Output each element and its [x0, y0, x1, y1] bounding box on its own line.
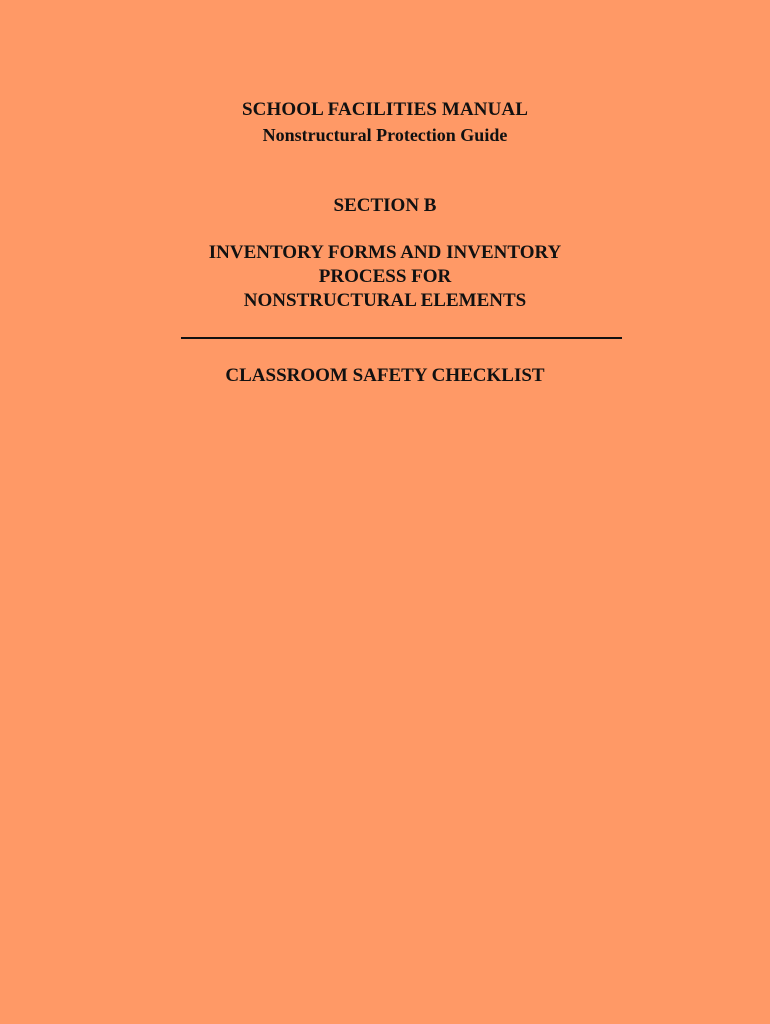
section-heading-line-2: PROCESS FOR: [318, 266, 452, 287]
manual-subtitle: Nonstructural Protection Guide: [262, 125, 508, 145]
section-label: SECTION B: [333, 195, 437, 216]
divider-rule: [181, 337, 622, 339]
checklist-title: CLASSROOM SAFETY CHECKLIST: [225, 365, 545, 386]
section-heading-line-3: NONSTRUCTURAL ELEMENTS: [243, 290, 527, 311]
section-heading-line-1: INVENTORY FORMS AND INVENTORY: [208, 242, 562, 263]
manual-title: SCHOOL FACILITIES MANUAL: [241, 99, 529, 120]
section-heading: [0, 241, 770, 313]
